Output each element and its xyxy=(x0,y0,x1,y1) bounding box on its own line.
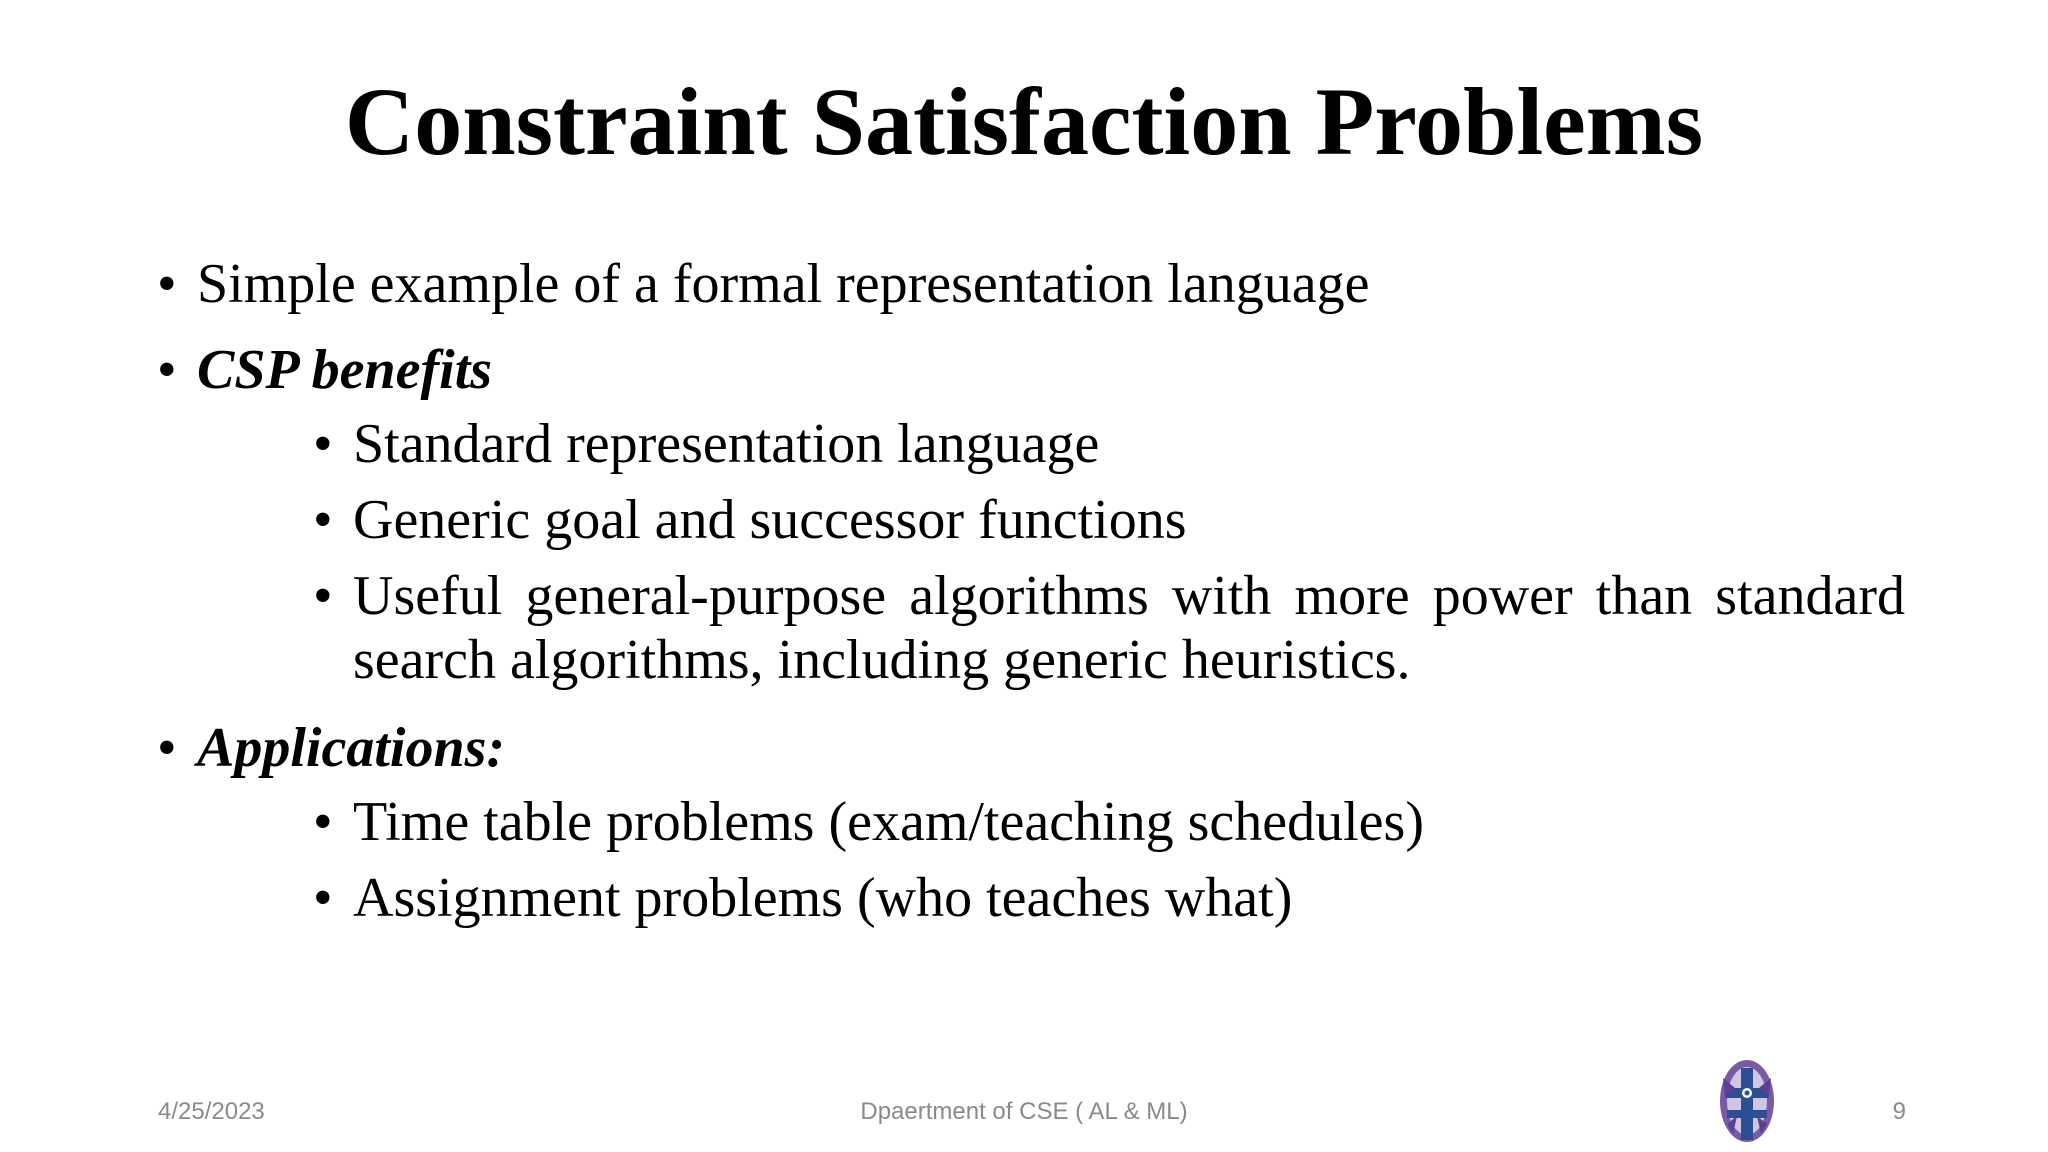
bullet-text: Time table problems (exam/teaching schedules) xyxy=(353,791,1424,853)
sub-bullet-item xyxy=(155,564,1905,692)
sub-bullet-item xyxy=(155,488,1905,552)
sub-bullet-item xyxy=(155,790,1905,854)
bullet-text: Generic goal and successor functions xyxy=(353,489,1187,551)
slide-body xyxy=(155,252,1905,930)
footer-department: Dpaertment of CSE ( AL & ML) xyxy=(860,1098,1188,1125)
slide-title: Constraint Satisfaction Problems xyxy=(344,68,1704,175)
bullet-item xyxy=(155,252,1905,316)
footer-page-number: 9 xyxy=(1892,1098,1906,1125)
bullet-glyph: • xyxy=(313,489,333,551)
bullet-glyph: • xyxy=(157,717,177,779)
footer-date: 4/25/2023 xyxy=(158,1098,265,1125)
bullet-text: Standard representation language xyxy=(353,413,1100,475)
bullet-glyph: • xyxy=(157,253,177,315)
sub-bullet-item xyxy=(155,866,1905,930)
bullet-item xyxy=(155,716,1905,780)
sub-bullet-item xyxy=(155,412,1905,476)
bullet-item xyxy=(155,338,1905,402)
bullet-text: Useful general-purpose algorithms with more power than standard search algorithms, including generic heuristics. xyxy=(353,565,1905,691)
bullet-heading-applications: Applications: xyxy=(197,717,506,779)
bullet-glyph: • xyxy=(313,867,333,929)
bullet-glyph: • xyxy=(157,339,177,401)
bullet-glyph: • xyxy=(313,791,333,853)
bullet-glyph: • xyxy=(313,565,333,627)
bullet-text: Assignment problems (who teaches what) xyxy=(353,867,1293,929)
bullet-glyph: • xyxy=(313,413,333,475)
bullet-heading-csp-benefits: CSP benefits xyxy=(197,339,493,401)
institution-emblem-icon xyxy=(1717,1058,1777,1144)
bullet-text: Simple example of a formal representation language xyxy=(197,253,1370,315)
